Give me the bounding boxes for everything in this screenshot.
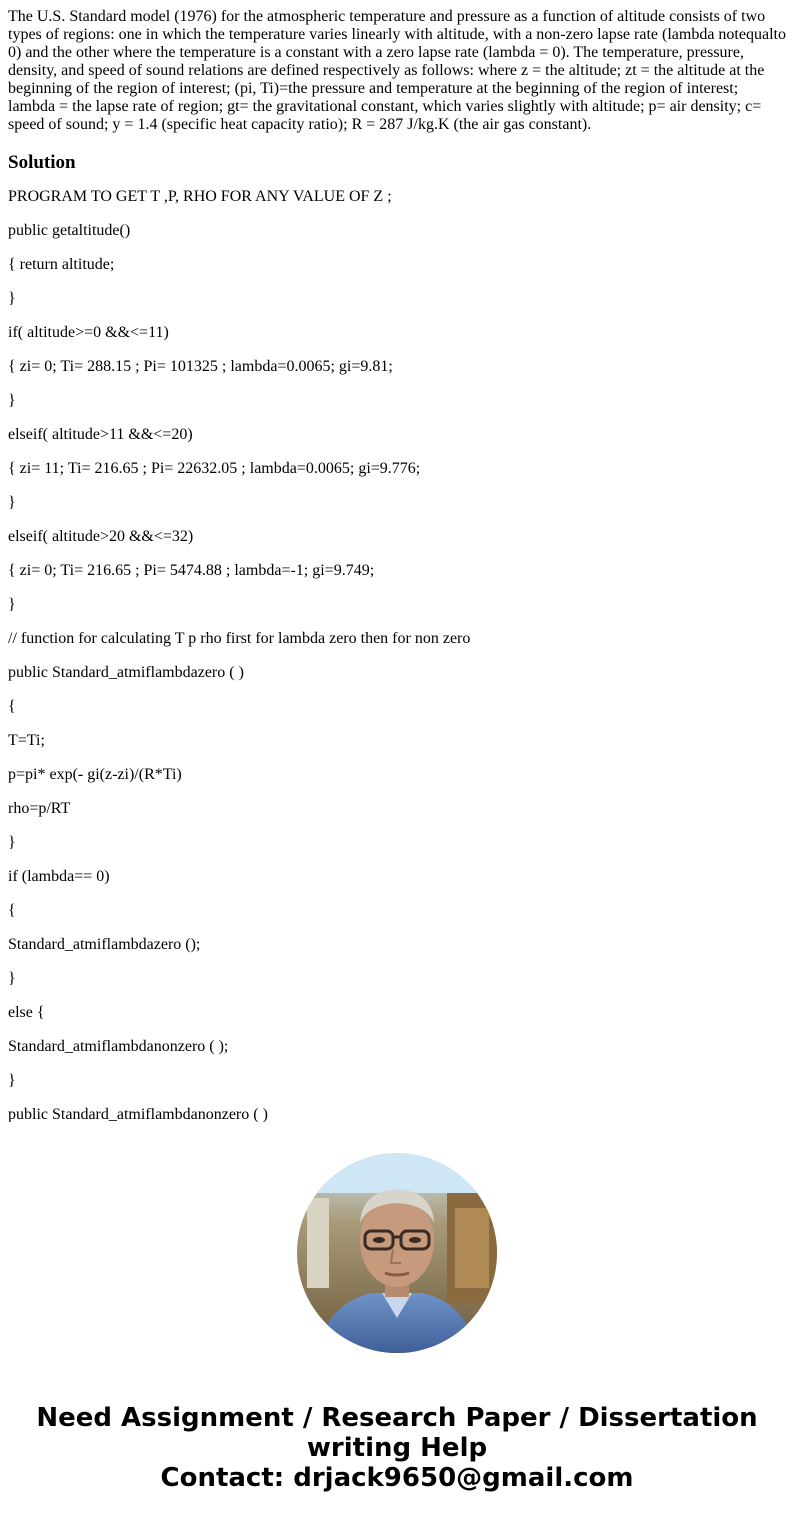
banner-line-2: writing Help [306, 1433, 488, 1463]
code-line: else { [8, 1004, 45, 1021]
code-line: { zi= 11; Ti= 216.65 ; Pi= 22632.05 ; lambda=0.0065; gi=9.776; [8, 460, 421, 477]
code-line: } [8, 494, 16, 511]
code-line: { [8, 698, 16, 715]
solution-heading: Solution [8, 152, 76, 173]
code-line: } [8, 834, 16, 851]
code-line: public getaltitude() [8, 222, 131, 239]
solution-code [8, 188, 788, 1122]
code-line: if (lambda== 0) [8, 868, 110, 885]
contact-banner [0, 1403, 794, 1493]
code-line: p=pi* exp(- gi(z-zi)/(R*Ti) [8, 766, 182, 783]
problem-statement: The U.S. Standard model (1976) for the atmospheric temperature and pressure as a function of altitude consists of two types of regions: one in which the temperature varies linearly with altitude, with a non-zero lapse rate (lambda notequalto 0) and the other where the temperature is a constant with a zero lapse rate (lambda = 0). The temperature, pressure, density, and speed of sound relations are defined respectively as follows: where z = the altitude; zt = the altitude at the beginning of the region of interest; (pi, Ti)=the pressure and temperature at the beginning of the region of interest; lambda = the lapse rate of region; gt= the gravitational constant, which varies slightly with altitude; p= air density; c= speed of sound; y = 1.4 (specific heat capacity ratio); R = 287 J/kg.K (the air gas constant). [8, 8, 786, 133]
code-line: } [8, 290, 16, 307]
code-line: { [8, 902, 16, 919]
author-avatar [297, 1153, 497, 1353]
code-line: public Standard_atmiflambdanonzero ( ) [8, 1106, 268, 1122]
document-content [8, 0, 788, 1122]
code-line: } [8, 596, 16, 613]
code-line: } [8, 1072, 16, 1089]
code-line: { zi= 0; Ti= 216.65 ; Pi= 5474.88 ; lambda=-1; gi=9.749; [8, 562, 375, 579]
code-line: public Standard_atmiflambdazero ( ) [8, 664, 244, 681]
banner-contact-email: Contact: drjack9650@gmail.com [160, 1463, 634, 1493]
code-line: T=Ti; [8, 732, 45, 749]
code-line: // function for calculating T p rho first for lambda zero then for non zero [8, 630, 471, 647]
code-line: if( altitude>=0 &&<=11) [8, 324, 169, 341]
code-line: Standard_atmiflambdazero (); [8, 936, 201, 953]
banner-line-1: Need Assignment / Research Paper / Dissertation [36, 1403, 758, 1433]
code-line: } [8, 392, 16, 409]
code-line: rho=p/RT [8, 800, 71, 817]
code-line: PROGRAM TO GET T ,P, RHO FOR ANY VALUE OF Z ; [8, 188, 392, 205]
code-line: { zi= 0; Ti= 288.15 ; Pi= 101325 ; lambda=0.0065; gi=9.81; [8, 358, 393, 375]
code-line: } [8, 970, 16, 987]
code-line: Standard_atmiflambdanonzero ( ); [8, 1038, 229, 1055]
code-line: elseif( altitude>11 &&<=20) [8, 426, 193, 443]
code-line: { return altitude; [8, 256, 115, 273]
code-line: elseif( altitude>20 &&<=32) [8, 528, 194, 545]
